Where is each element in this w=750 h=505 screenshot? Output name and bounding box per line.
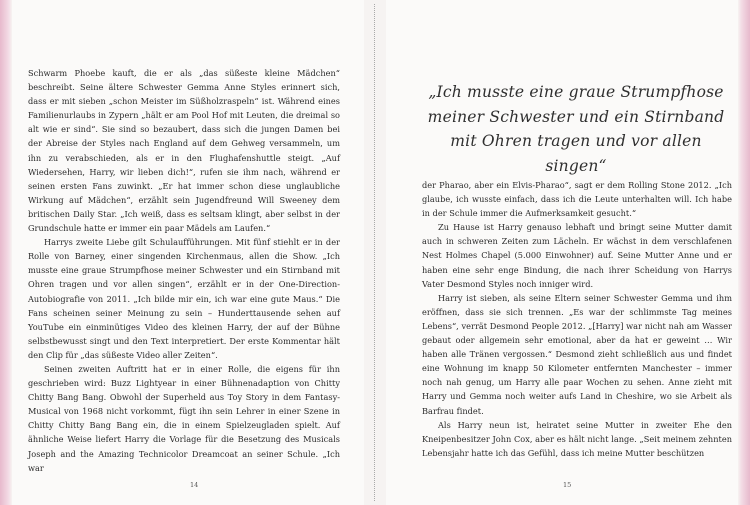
paragraph: Schwarm Phoebe kauft, die er als „das süßeste kleine Mädchen“ beschreibt. Seine ältere Schwester Gemma Anne Styles erinnert sich, dass er mit sieben „schon Meister im Süßholzraspeln“ ist. Während eines Familienurlaubs in Zypern „hält er am Pool Hof mit Leuten, die dreimal so alt wie er sind“. Sie sind so bezaubert, dass sich die jungen Damen bei der Abreise der Styles nach England auf dem Gehweg versammeln, um ihn zu verabschieden, als er in den Flughafenshuttle steigt. „Auf Wiedersehen, Harry, wir lieben dich!“, rufen sie ihm nach, während er seinen ersten Fans zuwinkt. „Er hat immer schon diese unglaubliche Wirkung auf Mädchen“, erzählt sein Jugendfreund Will Sweeney dem britischen Daily Star. „Ich weiß, dass es seltsam klingt, aber selbst in der Grundschule hatte er immer ein paar Mädels am Laufen.“ <box>28 68 340 234</box>
paragraph: Harry ist sieben, als seine Eltern seiner Schwester Gemma und ihm eröffnen, dass sie sich trennen. „Es war der schlimmste Tag meines Lebens“, verrät Desmond People 2012. „[Harry] war nicht nah am Wasser gebaut oder allgemein sehr emotional, aber da hat er geweint … Wir haben alle Tränen vergossen.“ Desmond zieht schließlich aus und findet eine Wohnung im knapp 50 Kilometer entfernten Manchester – immer noch nah genug, um Harry alle paar Wochen zu sehen. Anne zieht mit Harry und Gemma noch weiter aufs Land in Cheshire, wo sie Arbeit als Barfrau findet. <box>422 292 732 416</box>
paragraph: Harrys zweite Liebe gilt Schulaufführungen. Mit fünf stiehlt er in der Rolle von Barney, einer singenden Kirchenmaus, allen die Show. „Ich musste eine graue Strumpfhose meiner Schwester und ein Stirnband mit Ohren tragen und vor allen singen“, erzählt er in der One-Direction-Autobiografie von 2011. „Ich bilde mir ein, ich war eine gute Maus.“ Die Fans scheinen seiner Meinung zu sein – Hunderttausende sehen auf YouTube ein einminütiges Video des kleinen Harry, der auf der Bühne selbstbewusst singt und den Text interpretiert. Der erste Kommentar hält den Clip für „das süßeste Video aller Zeiten“. <box>28 237 340 360</box>
pull-quote: „Ich musste eine graue Strumpfhose meiner Schwester und ein Stirnband mit Ohren tragen und vor allen singen“ <box>427 83 725 175</box>
page-number: 14 <box>190 481 199 489</box>
paragraph: Als Harry neun ist, heiratet seine Mutter in zweiter Ehe den Kneipenbesitzer John Cox, aber es hält nicht lange. „Seit meinem zehnten Lebensjahr hatte ich das Gefühl, dass ich meine Mutter beschützen <box>422 419 732 458</box>
right-page-body <box>422 178 732 460</box>
right-page-edge <box>738 0 750 505</box>
gutter-divider <box>374 4 375 501</box>
paragraph: Seinen zweiten Auftritt hat er in einer Rolle, die eigens für ihn geschrieben wird: Buzz Lightyear in einer Bühnenadaption von Chitty Chitty Bang Bang. Obwohl der Superheld aus Toy Story in dem Fantasy-Musical von 1968 nicht vorkommt, fügt ihn sein Lehrer in einer Szene in Chitty Chitty Bang Bang ein, die in einem Spielzeugladen spielt. Auf ähnliche Weise liefert Harry die Vorlage für die Besetzung des Musicals Joseph and the Amazing Technicolor Dreamcoat an seiner Schule. „Ich war <box>28 363 340 473</box>
left-page <box>12 0 364 505</box>
page-number: 15 <box>563 481 572 489</box>
paragraph: der Pharao, aber ein Elvis-Pharao“, sagt er dem Rolling Stone 2012. „Ich glaube, ich wusste einfach, dass ich die Leute unterhalten will. Ich habe in der Schule immer die Aufmerksamkeit gesucht.“ <box>422 180 732 219</box>
right-page <box>386 0 738 505</box>
paragraph: Zu Hause ist Harry genauso lebhaft und bringt seine Mutter damit auch in schweren Zeiten zum Lächeln. Er wächst in dem verschlafenen Nest Holmes Chapel (5.000 Einwohner) auf. Seine Mutter Anne und er haben eine sehr enge Bindung, die nach ihrer Scheidung von Harrys Vater Desmond Styles noch inniger wird. <box>422 222 732 289</box>
left-page-edge <box>0 0 12 505</box>
left-page-body <box>28 66 340 475</box>
